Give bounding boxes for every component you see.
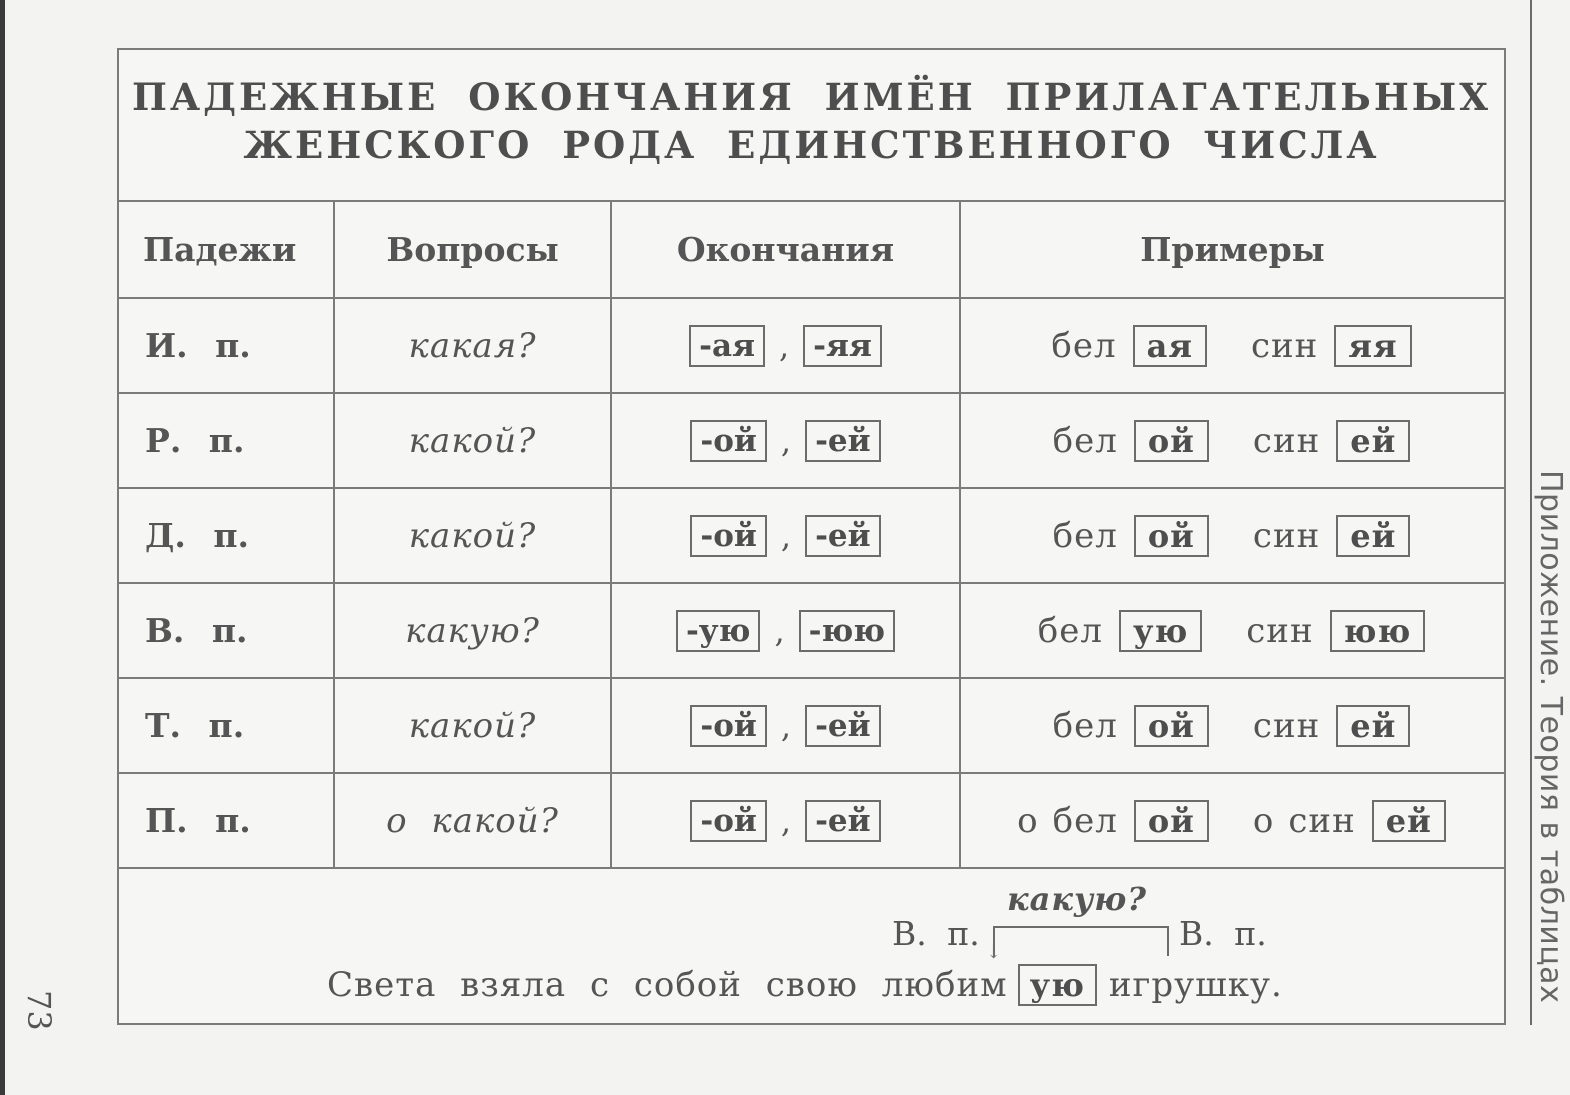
example-ending-box: ей — [1336, 420, 1410, 462]
example-soft — [1246, 610, 1427, 652]
header-examples: Примеры — [1140, 230, 1325, 269]
question-cell — [335, 394, 612, 487]
question-cell — [335, 679, 612, 772]
header-cases: Падежи — [119, 202, 335, 297]
example-soft — [1251, 325, 1414, 367]
examples-cell — [961, 299, 1504, 392]
ending-box-hard: -ая — [689, 325, 765, 367]
example-stem: бел — [1052, 705, 1118, 746]
arrow-down-icon: ↓ — [986, 942, 1002, 963]
example-hard — [1053, 515, 1211, 557]
case-cell — [119, 489, 335, 582]
example-preposition: о — [1252, 800, 1275, 841]
examples-cell — [961, 489, 1504, 582]
case-question: о какой? — [386, 800, 559, 841]
case-question: какую? — [405, 610, 540, 651]
example-ending-box: ой — [1134, 420, 1209, 462]
header-row — [119, 202, 1504, 299]
comma: , — [780, 421, 792, 460]
example-ending-box: ая — [1133, 325, 1207, 367]
endings-cell — [612, 394, 961, 487]
endings-cell — [612, 489, 961, 582]
examples-cell — [961, 679, 1504, 772]
grammar-table — [117, 48, 1506, 1025]
question-cell — [335, 774, 612, 867]
example-ending-box: юю — [1330, 610, 1426, 652]
example-ending-box: ей — [1372, 800, 1446, 842]
ending-box-soft: -юю — [799, 610, 895, 652]
title-line-1: ПАДЕЖНЫЕ ОКОНЧАНИЯ ИМЁН ПРИЛАГАТЕЛЬНЫХ — [132, 75, 1491, 119]
title-line-2: ЖЕНСКОГО РОДА ЕДИНСТВЕННОГО ЧИСЛА — [243, 123, 1380, 167]
examples-cell — [961, 774, 1504, 867]
examples-cell — [961, 394, 1504, 487]
case-cell — [119, 584, 335, 677]
example-hard — [1051, 325, 1209, 367]
question-bracket — [993, 926, 1169, 956]
example-preposition: о — [1017, 800, 1039, 841]
table-title — [119, 50, 1504, 202]
table-row — [119, 489, 1504, 584]
case-question: какой? — [408, 420, 537, 461]
example-stem: син — [1252, 420, 1321, 461]
sentence-before: Света взяла с собой свою любим — [327, 965, 1008, 1005]
ending-box-soft: -ей — [805, 420, 881, 462]
example-stem: бел — [1052, 420, 1118, 461]
side-divider — [1530, 0, 1532, 1025]
case-name: В. п. — [145, 611, 248, 650]
example-soft — [1253, 800, 1448, 842]
question-cell — [335, 489, 612, 582]
footer-case-left: В. п. — [892, 914, 980, 953]
ending-box-soft: -ей — [805, 515, 881, 557]
footer-question: какую? — [1007, 880, 1147, 918]
case-name: Д. п. — [145, 516, 249, 555]
comma: , — [780, 706, 792, 745]
example-stem: син — [1288, 800, 1356, 841]
example-ending-box: яя — [1334, 325, 1411, 367]
case-cell — [119, 774, 335, 867]
ending-box-soft: -ей — [805, 705, 881, 747]
example-ending-box: ей — [1336, 515, 1410, 557]
sentence-after: игрушку. — [1108, 965, 1283, 1005]
ending-box-hard: -ую — [676, 610, 761, 652]
case-question: какой? — [408, 705, 537, 746]
example-stem: бел — [1052, 515, 1118, 556]
example-hard — [1038, 610, 1205, 652]
endings-cell — [612, 299, 961, 392]
endings-cell — [612, 584, 961, 677]
table-row — [119, 584, 1504, 679]
table-row — [119, 774, 1504, 869]
example-ending-box: ой — [1134, 800, 1209, 842]
case-cell — [119, 394, 335, 487]
ending-box-soft: -ей — [805, 800, 881, 842]
example-ending-box: ей — [1336, 705, 1410, 747]
example-ending-box: ой — [1134, 515, 1209, 557]
example-sentence — [327, 964, 1283, 1006]
example-stem: бел — [1052, 800, 1118, 841]
ending-box-soft: -яя — [803, 325, 882, 367]
example-hard — [1053, 420, 1211, 462]
example-sentence-block — [119, 869, 1504, 1025]
table-grid — [119, 202, 1504, 869]
page-number: 73 — [20, 990, 58, 1031]
comma: , — [779, 326, 790, 365]
example-stem: син — [1250, 325, 1319, 366]
example-hard — [1053, 705, 1211, 747]
example-stem: бел — [1037, 610, 1103, 651]
case-name: Р. п. — [145, 421, 245, 460]
ending-box-hard: -ой — [690, 515, 767, 557]
question-cell — [335, 584, 612, 677]
ending-box-hard: -ой — [690, 705, 767, 747]
case-name: Т. п. — [145, 706, 245, 745]
question-cell — [335, 299, 612, 392]
example-ending-box: ую — [1119, 610, 1202, 652]
endings-cell — [612, 679, 961, 772]
header-endings: Окончания — [612, 202, 961, 297]
endings-cell — [612, 774, 961, 867]
example-soft — [1253, 420, 1412, 462]
example-hard — [1017, 800, 1211, 842]
comma: , — [780, 516, 792, 555]
case-cell — [119, 679, 335, 772]
footer-case-right: В. п. — [1179, 914, 1267, 953]
case-cell — [119, 299, 335, 392]
page-left-edge — [0, 0, 5, 1095]
example-soft — [1253, 515, 1412, 557]
sentence-ending-box: ую — [1018, 964, 1097, 1006]
case-name: И. п. — [145, 326, 251, 365]
case-question: какая? — [408, 325, 537, 366]
side-caption: Приложение. Теория в таблицах — [1533, 470, 1568, 1004]
ending-box-hard: -ой — [690, 420, 767, 462]
table-row — [119, 394, 1504, 489]
example-soft — [1253, 705, 1412, 747]
examples-cell — [961, 584, 1504, 677]
example-stem: син — [1246, 610, 1314, 651]
example-stem: син — [1252, 705, 1321, 746]
ending-box-hard: -ой — [690, 800, 767, 842]
table-row — [119, 299, 1504, 394]
example-stem: бел — [1051, 325, 1117, 366]
comma: , — [780, 801, 792, 840]
comma: , — [774, 611, 785, 650]
case-name: П. п. — [145, 801, 251, 840]
example-stem: син — [1252, 515, 1321, 556]
table-row — [119, 679, 1504, 774]
header-questions: Вопросы — [335, 202, 612, 297]
example-ending-box: ой — [1134, 705, 1209, 747]
case-question: какой? — [408, 515, 537, 556]
